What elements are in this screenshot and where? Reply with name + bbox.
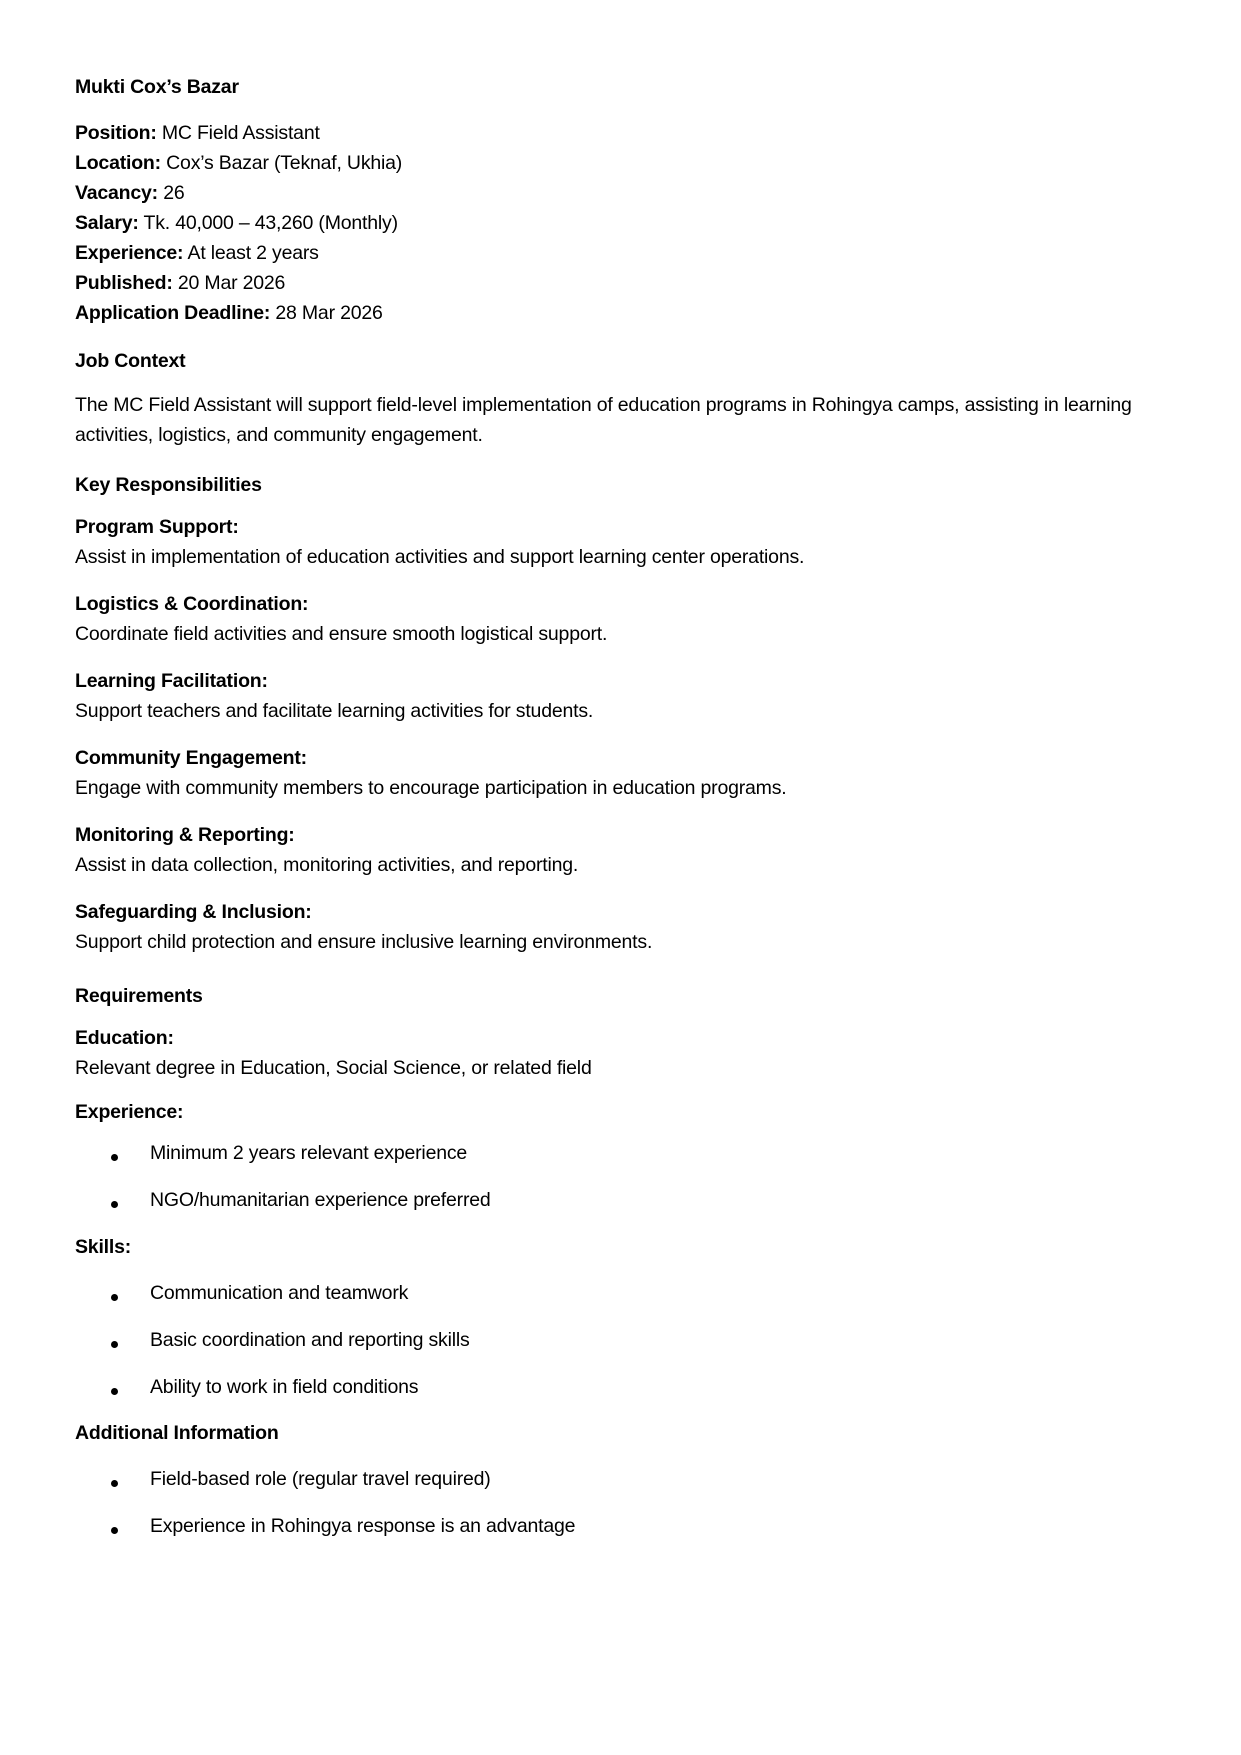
responsibility-text: Support child protection and ensure inclusive learning environments.: [75, 931, 653, 953]
field-location: [75, 148, 402, 178]
responsibility-title: Learning Facilitation:: [75, 670, 268, 692]
field-label: Position:: [75, 122, 157, 144]
responsibility-title: Safeguarding & Inclusion:: [75, 901, 312, 923]
requirement-text: Relevant degree in Education, Social Science, or related field: [75, 1057, 592, 1079]
additional-info-heading: Additional Information: [75, 1422, 279, 1444]
responsibility-text: Engage with community members to encourage participation in education programs.: [75, 777, 787, 799]
responsibility-item: [75, 666, 593, 726]
bullet-text: Communication and teamwork: [150, 1282, 409, 1304]
field-value: 26: [163, 182, 185, 204]
field-label: Location:: [75, 152, 161, 174]
bullet-icon: [111, 1154, 118, 1161]
organization-title: Mukti Cox’s Bazar: [75, 76, 239, 98]
responsibility-title: Program Support:: [75, 516, 239, 538]
responsibility-item: [75, 512, 804, 572]
field-value: Tk. 40,000 – 43,260 (Monthly): [143, 212, 398, 234]
field-value: MC Field Assistant: [161, 122, 320, 144]
bullet-icon: [111, 1201, 118, 1208]
responsibility-text: Assist in data collection, monitoring activities, and reporting.: [75, 854, 579, 876]
bullet-text: Basic coordination and reporting skills: [150, 1329, 470, 1351]
field-value: Cox’s Bazar (Teknaf, Ukhia): [166, 152, 403, 174]
bullet-icon: [111, 1294, 118, 1301]
field-salary: [75, 208, 398, 238]
bullet-text: Field-based role (regular travel required): [150, 1468, 491, 1490]
field-experience: [75, 238, 319, 268]
field-label: Application Deadline:: [75, 302, 271, 324]
field-label: Salary:: [75, 212, 139, 234]
bullet-icon: [111, 1527, 118, 1534]
responsibility-item: [75, 743, 787, 803]
requirement-education: [75, 1023, 592, 1083]
responsibility-item: [75, 820, 578, 880]
bullet-text: Experience in Rohingya response is an advantage: [150, 1515, 576, 1537]
bullet-text: Minimum 2 years relevant experience: [150, 1142, 468, 1164]
responsibilities-heading: Key Responsibilities: [75, 474, 262, 496]
responsibility-text: Support teachers and facilitate learning activities for students.: [75, 700, 594, 722]
field-label: Published:: [75, 272, 173, 294]
responsibility-text: Assist in implementation of education activities and support learning center operations.: [75, 546, 805, 568]
field-label: Experience:: [75, 242, 184, 264]
field-value: At least 2 years: [187, 242, 319, 264]
responsibility-item: [75, 897, 652, 957]
field-value: 28 Mar 2026: [275, 302, 383, 324]
job-context-text: The MC Field Assistant will support field-level implementation of education programs in Rohingya camps, assisting in learning activities, logistics, and community engagement.: [75, 394, 1132, 446]
responsibility-title: Monitoring & Reporting:: [75, 824, 295, 846]
requirements-heading: Requirements: [75, 985, 203, 1007]
field-vacancy: [75, 178, 184, 208]
bullet-icon: [111, 1480, 118, 1487]
field-value: 20 Mar 2026: [177, 272, 286, 294]
bullet-text: Ability to work in field conditions: [150, 1376, 419, 1398]
requirement-skills-title: Skills:: [75, 1236, 132, 1258]
bullet-text: NGO/humanitarian experience preferred: [150, 1189, 491, 1211]
bullet-icon: [111, 1388, 118, 1395]
job-context-heading: Job Context: [75, 350, 186, 372]
field-label: Vacancy:: [75, 182, 158, 204]
responsibility-title: Community Engagement:: [75, 747, 307, 769]
responsibility-item: [75, 589, 607, 649]
responsibility-text: Coordinate field activities and ensure smooth logistical support.: [75, 623, 608, 645]
field-published: [75, 268, 285, 298]
responsibility-title: Logistics & Coordination:: [75, 593, 309, 615]
bullet-icon: [111, 1341, 118, 1348]
requirement-experience-title: Experience:: [75, 1101, 184, 1123]
requirement-title: Education:: [75, 1027, 174, 1049]
field-deadline: [75, 298, 383, 328]
field-position: [75, 118, 320, 148]
